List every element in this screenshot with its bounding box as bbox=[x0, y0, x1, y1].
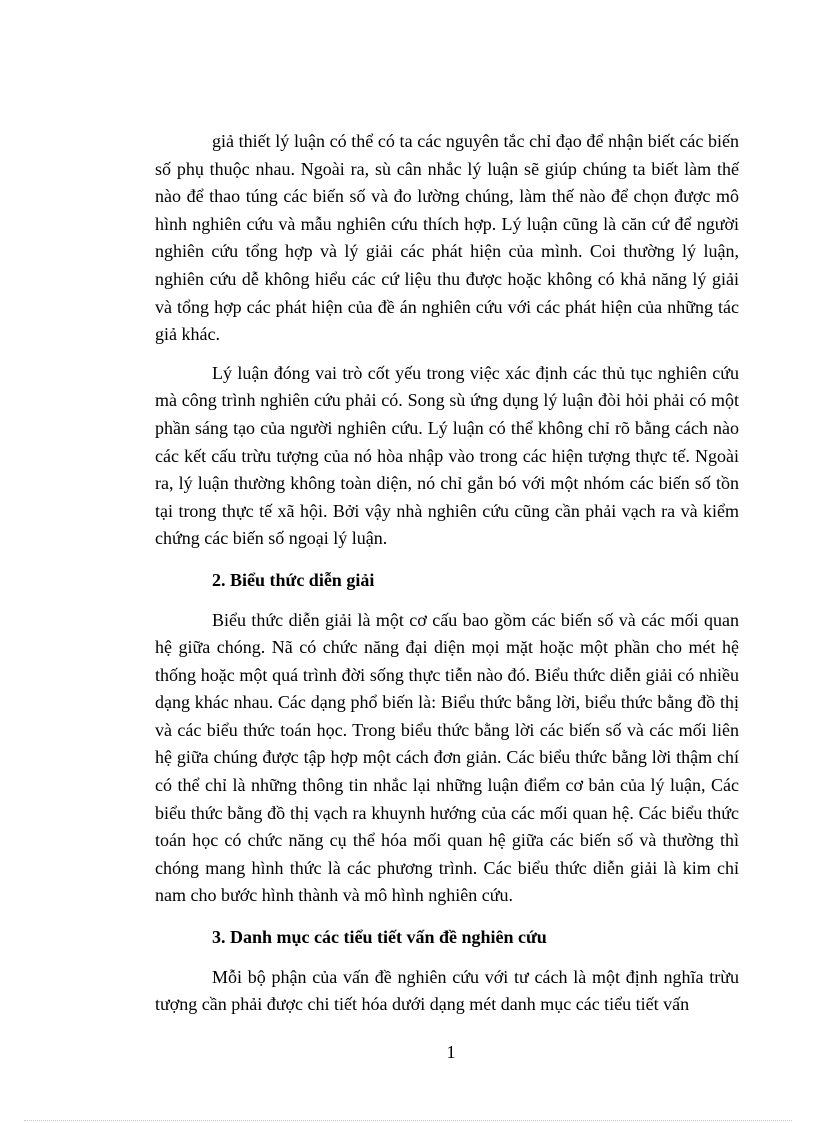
section-heading-interpretive-expression: 2. Biểu thức diễn giải bbox=[212, 569, 375, 590]
paragraph-problem-details: Mỗi bộ phận của vấn đề nghiên cứu với tư cách là một định nghĩa trừu tượng cần phải được chi tiết hóa dưới dạng mét danh mục các tiểu tiết vấn bbox=[155, 966, 739, 1015]
page-bottom-edge bbox=[24, 1120, 792, 1121]
section-heading-problem-details: 3. Danh mục các tiểu tiết vấn đề nghiên cứu bbox=[212, 927, 547, 948]
page-number: 1 bbox=[446, 1042, 456, 1062]
paragraph-theory-continued: giả thiết lý luận có thể có ta các nguyên tắc chỉ đạo để nhận biết các biến số phụ thuộc nhau. Ngoài ra, sù cân nhắc lý luận sẽ giúp chúng ta biết làm thế nào để thao túng các biến số và đo lường chúng, làm thế nào để chọn được mô hình nghiên cứu và mẫu nghiên cứu thích hợp. Lý luận cũng là căn cứ để người nghiên cứu tổng hợp và lý giải các phát hiện của mình. Coi thường lý luận, nghiên cứu dễ không hiểu các cứ liệu thu được hoặc không có khả năng lý giải và tổng hợp các phát hiện của đề án nghiên cứu với các phát hiện của những tác giả khác. bbox=[155, 131, 739, 345]
document-page bbox=[155, 128, 739, 1019]
paragraph-theory-role: Lý luận đóng vai trò cốt yếu trong việc xác định các thủ tục nghiên cứu mà công trình nghiên cứu phải có. Song sù ứng dụng lý luận đòi hỏi phải có một phần sáng tạo của người nghiên cứu. Lý luận có thể không chỉ rõ bằng cách nào các kết cấu trừu tượng của nó hòa nhập vào trong các hiện tượng thực tế. Ngoài ra, lý luận thường không toàn diện, nó chỉ gắn bó với một nhóm các biến số tồn tại trong thực tế xã hội. Bởi vậy nhà nghiên cứu cũng cần phải vạch ra và kiểm chứng các biến số ngoại lý luận. bbox=[155, 362, 739, 549]
paragraph-interpretive-expression: Biểu thức diễn giải là một cơ cấu bao gồm các biến số và các mối quan hệ giữa chóng. Nã có chức năng đại diện mọi mặt hoặc một phần cho mét hệ thống hoặc một quá trình đời sống thực tiễn nào đó. Biểu thức diễn giải có nhiều dạng khác nhau. Các dạng phổ biến là: Biểu thức bằng lời, biểu thức bằng đồ thị và các biểu thức toán học. Trong biểu thức bằng lời các biến số và các mối liên hệ giữa chúng được tập hợp một cách đơn giản. Các biểu thức bằng lời thậm chí có thể chỉ là những thông tin nhắc lại những luận điểm cơ bản của lý luận, Các biểu thức bằng đồ thị vạch ra khuynh hướng của các mối quan hệ. Các biểu thức toán học có chức năng cụ thể hóa mối quan hệ giữa các biến số và thường thì chóng mang hình thức là các phương trình. Các biểu thức diễn giải là kim chỉ nam cho bước hình thành và mô hình nghiên cứu. bbox=[155, 609, 739, 906]
